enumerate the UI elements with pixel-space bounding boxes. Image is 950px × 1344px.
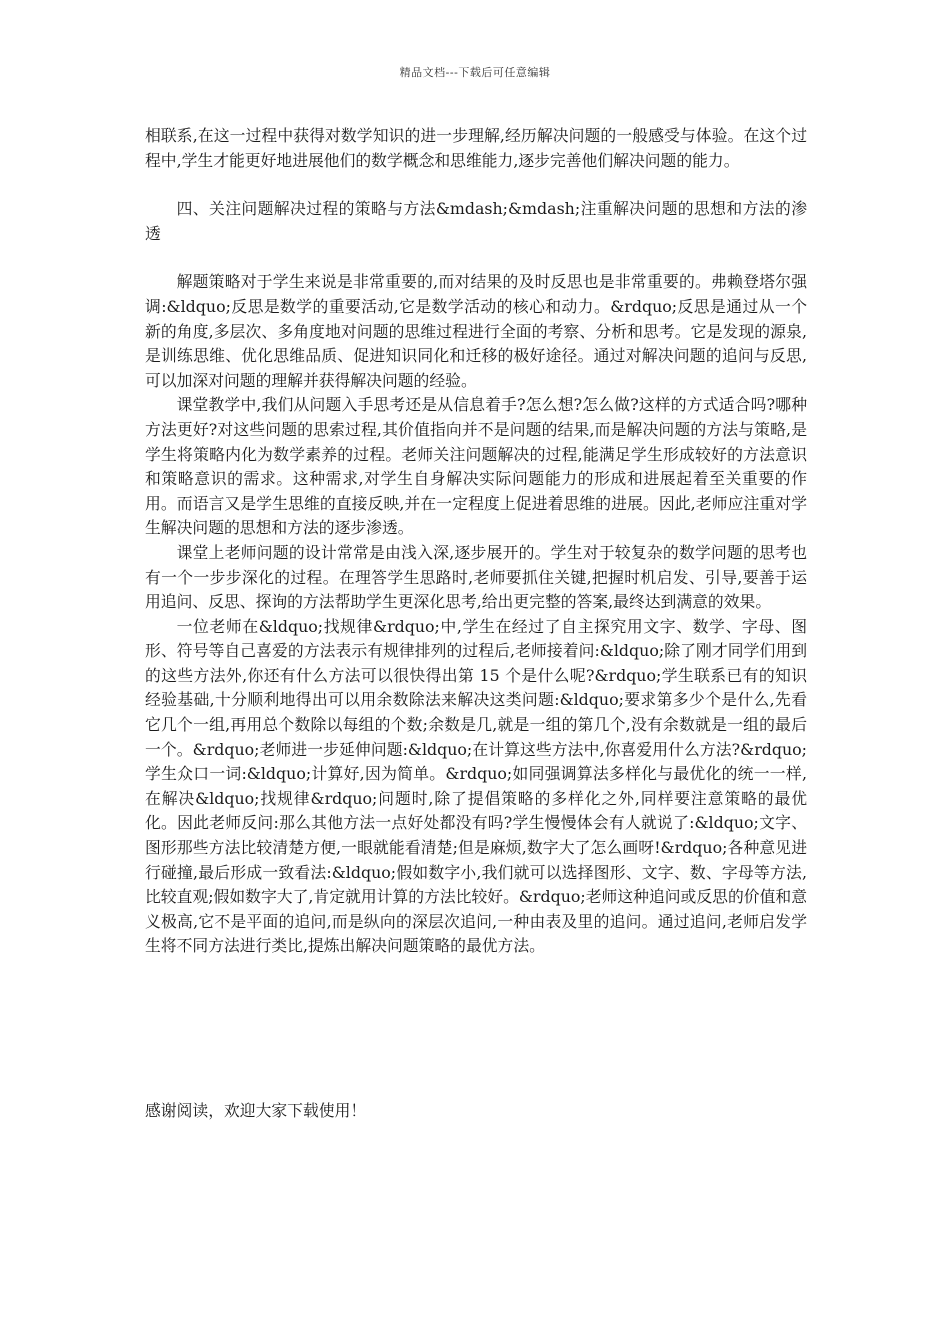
- paragraph-continuation: 相联系,在这一过程中获得对数学知识的进一步理解,经历解决问题的一般感受与体验。在这个过程中,学生才能更好地进展他们的数学概念和思维能力,逐步完善他们解决问题的能力。: [145, 126, 807, 170]
- document-body: [145, 124, 807, 959]
- page-header: 精品文档---下载后可任意编辑: [399, 66, 551, 79]
- paragraph-classroom-teaching: 课堂教学中,我们从问题入手思考还是从信息着手?怎么想?怎么做?这样的方式适合吗?哪种方法更好?对这些问题的思索过程,其价值指向并不是问题的结果,而是解决问题的方法与策略,是学生将策略内化为数学素养的过程。老师关注问题解决的过程,能满足学生形成较好的方法意识和策略意识的需求。这种需求,对学生自身解决实际问题能力的形成和进展起着至关重要的作用。而语言又是学生思维的直接反映,并在一定程度上促进着思维的进展。因此,老师应注重对学生解决问题的思想和方法的逐步渗透。: [145, 395, 807, 538]
- paragraph-reflection: 解题策略对于学生来说是非常重要的,而对结果的及时反思也是非常重要的。弗赖登塔尔强调:&ldquo;反思是数学的重要活动,它是数学活动的核心和动力。&rdquo;反思是通过从一个新的角度,多层次、多角度地对问题的思维过程进行全面的考察、分析和思考。它是发现的源泉,是训练思维、优化思维品质、促进知识同化和迁移的极好途径。通过对解决问题的追问与反思,可以加深对问题的理解并获得解决问题的经验。: [145, 272, 807, 390]
- paragraph-question-design: 课堂上老师问题的设计常常是由浅入深,逐步展开的。学生对于较复杂的数学问题的思考也有一个一步步深化的过程。在理答学生思路时,老师要抓住关键,把握时机启发、引导,要善于运用追问、反思、探询的方法帮助学生更深化思考,给出更完整的答案,最终达到满意的效果。: [145, 542, 807, 612]
- section-heading: 四、关注问题解决过程的策略与方法&mdash;&mdash;注重解决问题的思想和方法的渗透: [145, 199, 807, 243]
- paragraph-example: 一位老师在&ldquo;找规律&rdquo;中,学生在经过了自主探究用文字、数学、字母、图形、符号等自己喜爱的方法表示有规律排列的过程后,老师接着问:&ldquo;除了刚才同学们用到的这些方法外,你还有什么方法可以很快得出第 15 个是什么呢?&rdquo;学生联系已有的知识经验基础,十分顺利地得出可以用余数除法来解决这类问题:&ldquo;要求第多少个是什么,先看它几个一组,再用总个数除以每组的个数;余数是几,就是一组的第几个,没有余数就是一组的最后一个。&rdquo;老师进一步延伸问题:&ldquo;在计算这些方法中,你喜爱用什么方法?&rdquo;学生众口一词:&ldquo;计算好,因为简单。&rdquo;如同强调算法多样化与最优化的统一一样,在解决&ldquo;找规律&rdquo;问题时,除了提倡策略的多样化之外,同样要注意策略的最优化。因此老师反问:那么其他方法一点好处都没有吗?学生慢慢体会有人就说了:&ldquo;文字、图形那些方法比较清楚方便,一眼就能看清楚;但是麻烦,数字大了怎么画呀!&rdquo;各种意见进行碰撞,最后形成一致看法:&ldquo;假如数字小,我们就可以选择图形、文字、数、字母等方法,比较直观;假如数字大了,肯定就用计算的方法比较好。&rdquo;老师这种追问或反思的价值和意义极高,它不是平面的追问,而是纵向的深层次追问,一种由表及里的追问。通过追问,老师启发学生将不同方法进行类比,提炼出解决问题策略的最优方法。: [145, 616, 807, 956]
- closing-note: 感谢阅读，欢迎大家下载使用！: [145, 1101, 367, 1120]
